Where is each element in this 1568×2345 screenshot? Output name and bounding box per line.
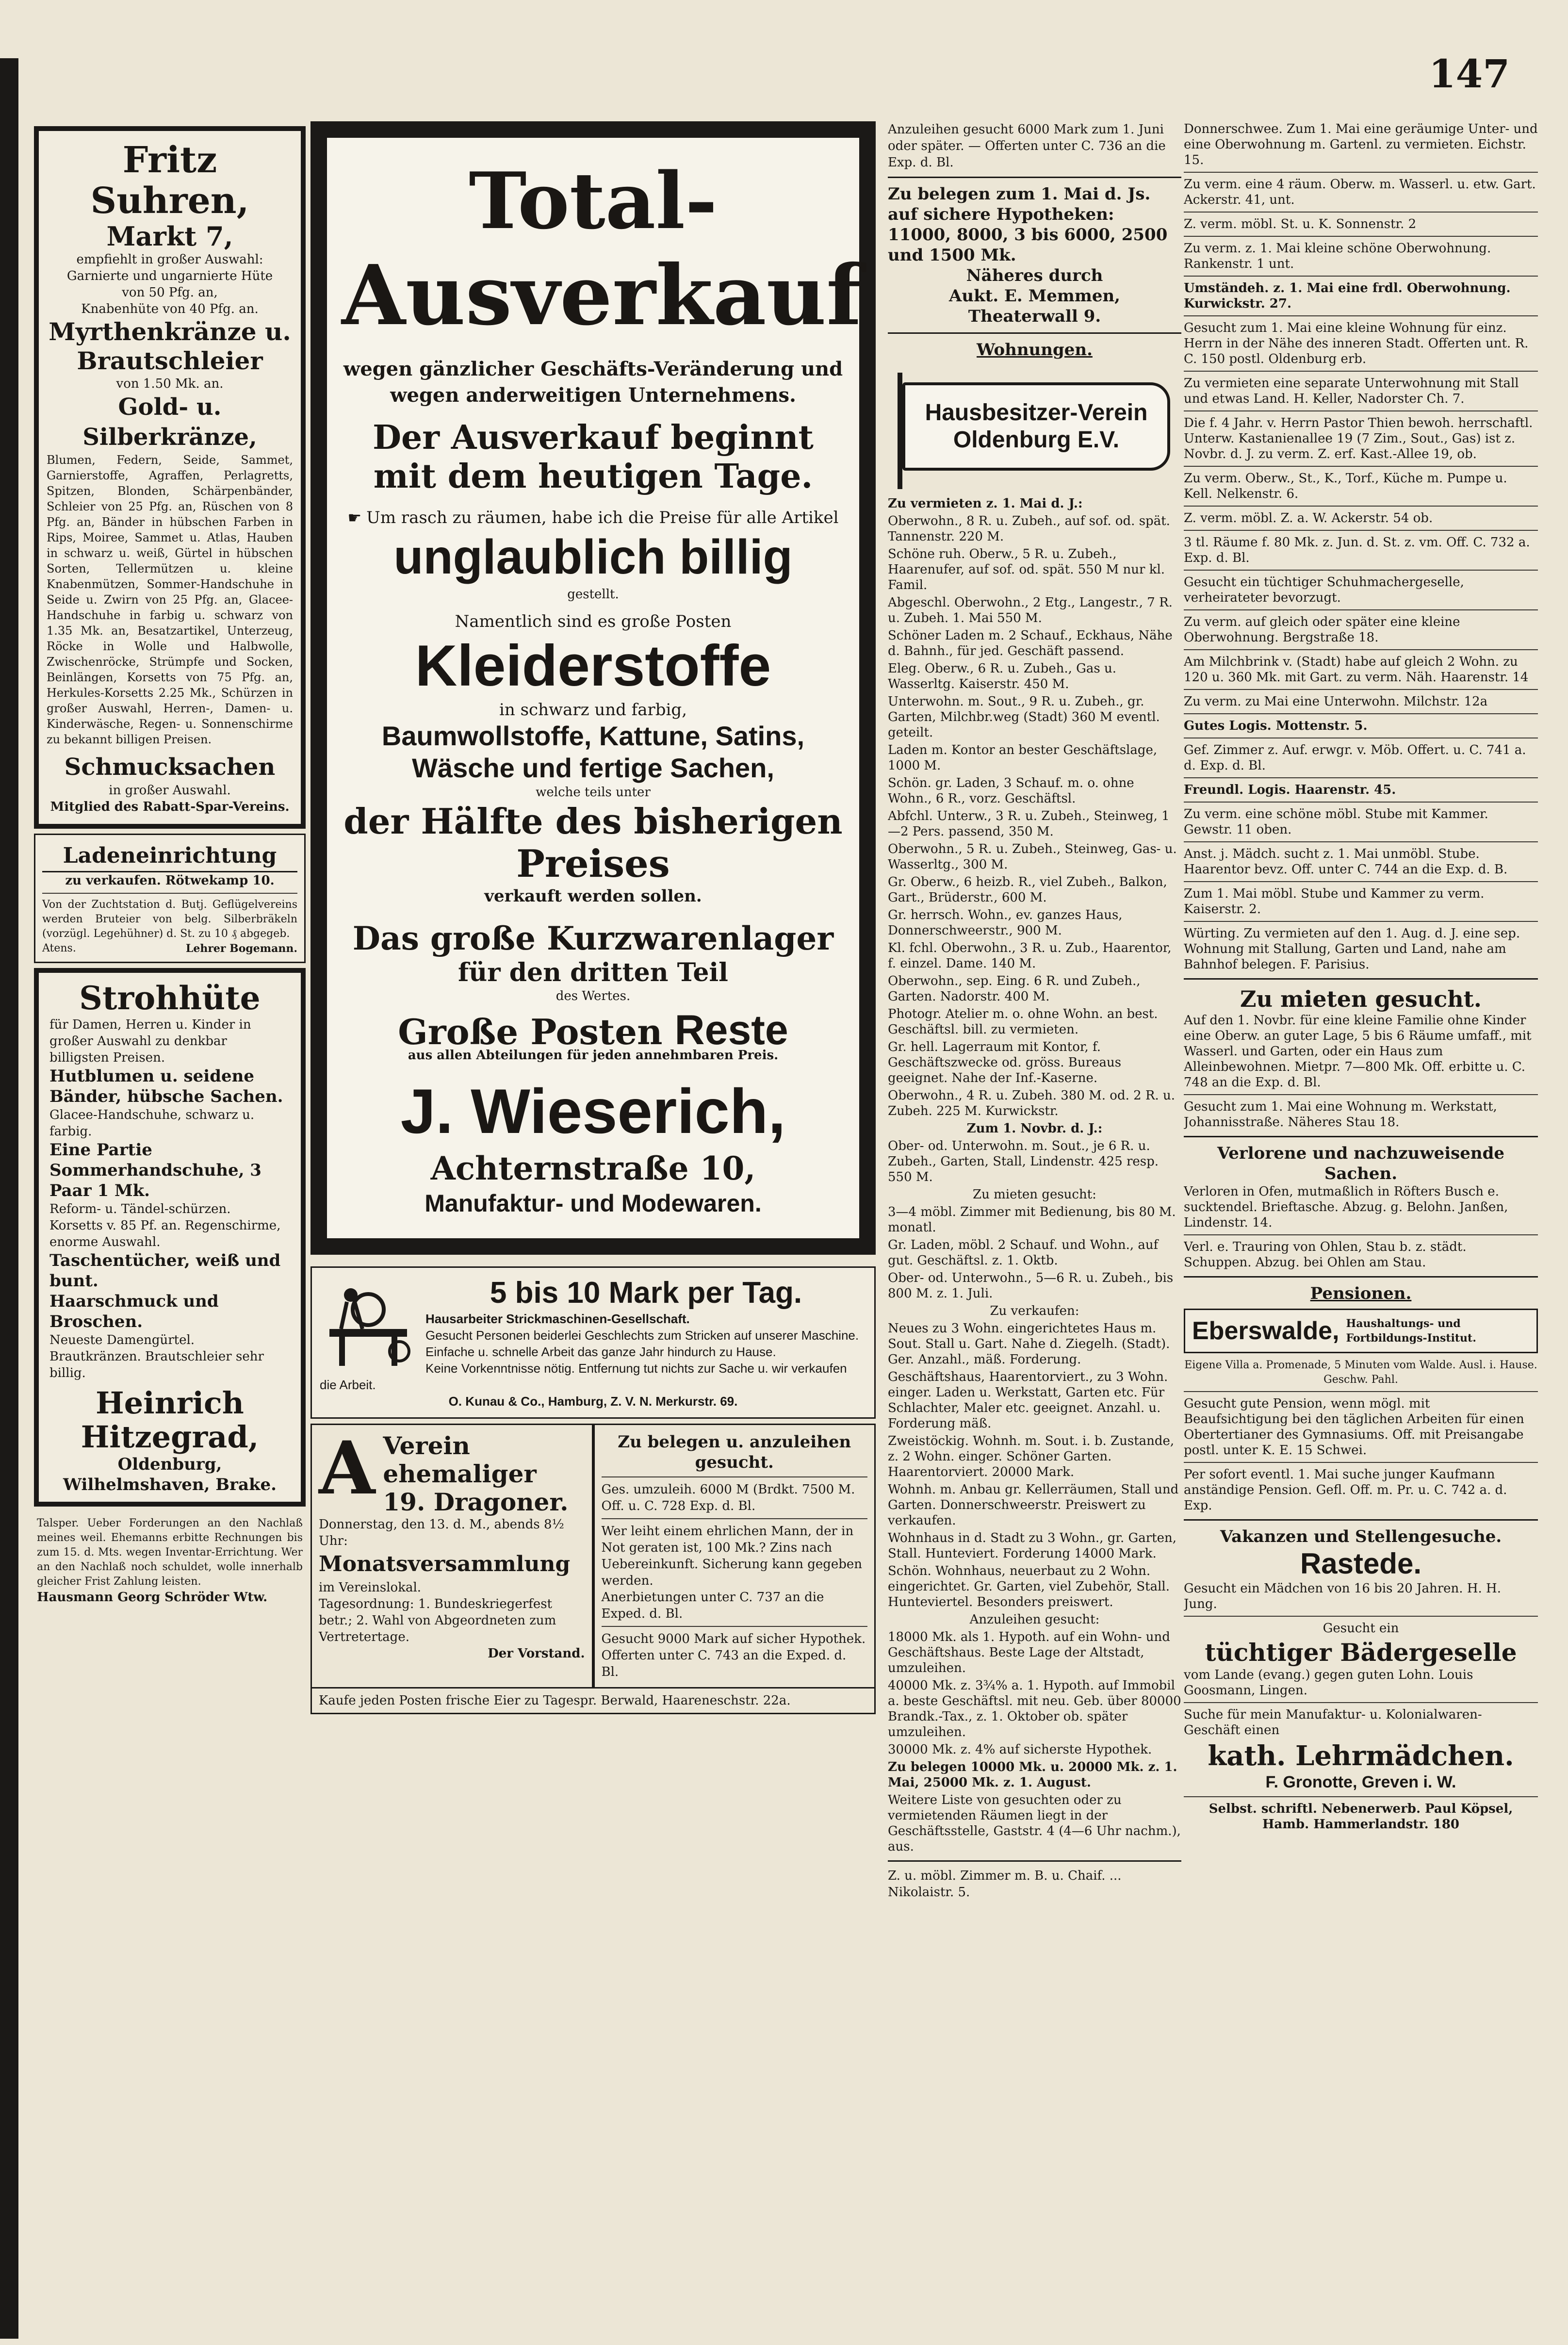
pension-text: Gesucht gute Pension, wenn mögl. mit Beaufsichtigung bei den täglichen Arbeiten für einen Obertertianer des Gymnasiums. Off. mit Preisangabe postl. unter K. E. 15 Schwei. <box>1184 1396 1524 1458</box>
wohnungen-heading: Wohnungen. <box>977 340 1093 360</box>
list-item: Ober- od. Unterwohn. m. Sout., je 6 R. u. Zubeh., Garten, Stall, Lindenstr. 425 resp. 550 M. <box>888 1139 1159 1184</box>
anleihen-text-3: Anerbietungen unter C. 737 an die Exped. d. Bl. <box>601 1590 824 1621</box>
pension-text-2: Per sofort eventl. 1. Mai suche junger Kaufmann anständige Pension. Gefl. Off. m. Pr. u. C. 742 a. d. Exp. <box>1184 1467 1507 1513</box>
total-fabrics-1: Baumwollstoffe, Kattune, Satins, <box>381 721 805 751</box>
flag-cloth <box>902 382 1170 471</box>
suhren-schmuck-sub: in großer Auswahl. <box>109 783 231 798</box>
verloren-title: Verlorene und nachzuweisende Sachen. <box>1217 1144 1505 1183</box>
total-prices <box>342 508 845 528</box>
col4-items <box>1184 121 1538 972</box>
talsper-text: Talsper. Ueber Forderungen an den Nachlaß meines weil. Ehemanns erbitte Rechnungen bis zum 15. d. Mts. wegen Inventar-Errichtung. Wer an den Nachlaß noch schuldet, wolle innerhalb gleicher Frist Zahlung leisten. <box>37 1517 303 1588</box>
strohhuete-ad <box>34 968 306 1507</box>
stroh-name-1: Heinrich <box>96 1385 244 1421</box>
stroh-text-8: Haarschmuck und Broschen. <box>49 1292 219 1331</box>
hypothek-ad <box>888 184 1181 327</box>
vakanz-bottom: Selbst. schriftl. Nebenerwerb. Paul Köpsel, Hamb. Hammerlandstr. 180 <box>1209 1802 1513 1832</box>
hausbesitzer-flag <box>898 373 1181 489</box>
total-reste-2: Reste <box>674 1007 788 1053</box>
baecker-title: tüchtiger Bädergeselle <box>1205 1638 1517 1667</box>
stroh-text-3: Glacee-Handschuhe, schwarz u. farbig. <box>49 1108 255 1139</box>
strick-no-knowledge: Keine Vorkenntnisse nötig. Entfernung tut nichts zur Sache u. wir verkaufen die Arbeit. <box>320 1361 847 1392</box>
list-item: Gr. Laden, möbl. 2 Schauf. und Wohn., auf gut. Geschäftsl. z. 1. Oktb. <box>888 1238 1159 1268</box>
list-item: 3—4 möbl. Zimmer mit Bedienung, bis 80 M. monatl. <box>888 1205 1176 1235</box>
list-item: Zu verm. auf gleich oder später eine kleine Oberwohnung. Bergstraße 18. <box>1184 615 1460 645</box>
list-item: Gef. Zimmer z. Auf. erwgr. v. Möb. Offert. u. C. 741 a. d. Exp. d. Bl. <box>1184 743 1526 773</box>
eier-ad: Kaufe jeden Posten frische Eier zu Tagespr. Berwald, Haareneschstr. 22a. <box>310 1689 876 1714</box>
stroh-text-2: Hutblumen u. seidene Bänder, hübsche Sachen. <box>49 1066 283 1106</box>
flag-text-1: Hausbesitzer-Verein <box>925 400 1148 426</box>
stroh-text-7: Taschentücher, weiß und bunt. <box>49 1251 281 1291</box>
list-item: Eleg. Oberw., 6 R. u. Zubeh., Gas u. Wasserltg. Kaiserstr. 450 M. <box>888 661 1117 691</box>
column-3 <box>888 121 1181 2208</box>
stroh-title: Strohhüte <box>79 979 261 1017</box>
eberswalde-sub: Haushaltungs- und Fortbildungs-Institut. <box>1346 1317 1476 1345</box>
list-item: Neues zu 3 Wohn. eingerichtetes Haus m. Sout. Stall u. Gart. Nahe d. Ziegelh. (Stadt). Ger. Anzahl., mäß. Forderung. <box>888 1321 1170 1367</box>
list-item: Zum 1. Novbr. d. J.: <box>966 1121 1103 1136</box>
list-item: Oberwohn., 8 R. u. Zubeh., auf sof. od. spät. Tannenstr. 220 M. <box>888 514 1170 544</box>
anleihen-ad <box>593 1424 876 1689</box>
list-item: Oberwohn., 5 R. u. Zubeh., Steinweg, Gas- u. Wasserltg., 300 M. <box>888 842 1177 872</box>
column-1 <box>34 121 306 2256</box>
total-inner <box>327 138 862 1238</box>
suhren-gold: Gold- u. Silberkränze, <box>82 394 257 451</box>
suhren-member: Mitglied des Rabatt-Spar-Vereins. <box>50 800 290 814</box>
list-item: Umständeh. z. 1. Mai eine frdl. Oberwohnung. Kurwickstr. 27. <box>1184 281 1511 311</box>
list-item: Abgeschl. Oberwohn., 2 Etg., Langestr., 7 R. u. Zubeh. 1. Mai 550 M. <box>888 595 1173 625</box>
suhren-line: von 50 Pfg. an, <box>122 285 218 300</box>
list-item: Zu verm. Oberw., St., K., Torf., Küche m. Pumpe u. Kell. Nelkenstr. 6. <box>1184 471 1507 501</box>
list-item: Ober- od. Unterwohn., 5—6 R. u. Zubeh., bis 800 M. z. 1. Juli. <box>888 1271 1174 1301</box>
list-item: Laden m. Kontor an bester Geschäftslage, 1000 M. <box>888 743 1158 773</box>
list-item: Geschäftshaus, Haarentorviert., zu 3 Wohn. einger. Laden u. Werkstatt, Garten etc. Für Schlachter, Maler etc. geeignet. Anzahl. u. Forderung mäß. <box>888 1370 1168 1431</box>
suhren-body: Blumen, Federn, Seide, Sammet, Garnierstoffe, Agraffen, Perlagretts, Spitzen, Blonden, Schärpenbänder, Schleier von 25 Pfg. an, Rüschen von 8 Pfg. an, Bänder in hübschen Farben in Rips, Moiree, Sammet u. Atlas, Hauben in schwarz u. weiß, Gürtel in hübschen Sorten, Tellermützen u. kleine Knabenmützen, Sommer-Handschuhe in Seide u. Zwirn von 25 Pfg. an, Glacee-Handschuhe in farbig u. schwarz von 1.35 Mk. an, Besatzartikel, Unterzeug, Röcke in Wolle und Halbwolle, Zwischenröcke, Strümpfe und Socken, Beinlängen, Korsetts von 75 Pfg. an, Herkules-Korsetts 2.25 Mk., Schürzen in großer Auswahl, Herren-, Damen- u. Kinderwäsche, Regen- u. Sonnenschirme zu bekannt billigen Preisen. <box>47 453 293 746</box>
total-gestellt: gestellt. <box>567 587 619 602</box>
list-item: Photogr. Atelier m. o. ohne Wohn. an best. Geschäftsl. bill. zu vermieten. <box>888 1007 1158 1037</box>
strick-headline: 5 bis 10 Mark per Tag. <box>490 1276 802 1310</box>
list-item: Oberwohn., sep. Eing. 6 R. und Zubeh., Garten. Nadorstr. 400 M. <box>888 974 1141 1004</box>
page-number: 147 <box>1429 51 1510 97</box>
total-ausverkauf-ad <box>310 121 876 1255</box>
hypo-title: Zu belegen zum 1. Mai d. Js. auf sichere Hypotheken: 11000, 8000, 3 bis 6000, 2500 und 1500 Mk. <box>888 184 1168 265</box>
list-item: Schön. gr. Laden, 3 Schauf. m. o. ohne Wohn., 6 R., vorz. Geschäftsl. <box>888 776 1134 806</box>
eberswalde-small: Eigene Villa a. Promenade, 5 Minuten vom Walde. Ausl. i. Hause. Geschw. Pahl. <box>1184 1359 1537 1386</box>
suhren-myrthen-price: von 1.50 Mk. an. <box>116 377 224 391</box>
stroh-name-2: Hitzegrad, <box>81 1419 259 1455</box>
list-item: Weitere Liste von gesuchten oder zu vermietenden Räumen liegt in der Geschäftsstelle, Gaststr. 4 (4—6 Uhr nachm.), aus. <box>888 1793 1181 1854</box>
list-item: Anzuleihen gesucht: <box>969 1612 1100 1627</box>
stroh-text-4: Eine Partie Sommerhandschuhe, 3 Paar 1 Mk. <box>49 1140 261 1200</box>
total-prices-text: Um rasch zu räumen, habe ich die Preise für alle Artikel <box>366 508 839 527</box>
verein-place: im Vereinslokal. <box>319 1580 422 1595</box>
rastede-text: Gesucht ein Mädchen von 16 bis 20 Jahren. H. H. Jung. <box>1184 1581 1501 1611</box>
vakanz-section <box>1184 1526 1538 1832</box>
list-item: Schöner Laden m. 2 Schauf., Eckhaus, Nähe d. Bahnh., für jed. Geschäft passend. <box>888 628 1173 658</box>
flag-pole <box>898 373 902 489</box>
total-firm: J. Wieserich, <box>400 1076 786 1147</box>
list-item: Zu vermieten z. 1. Mai d. J.: <box>888 496 1083 511</box>
total-kurz-1: Das große Kurzwarenlager <box>352 919 834 957</box>
vakanz-title: Vakanzen und Stellengesuche. <box>1220 1527 1502 1546</box>
col3-top-ad: Anzuleihen gesucht 6000 Mark zum 1. Juni oder später. — Offerten unter C. 736 an die Exp. d. Bl. <box>888 122 1166 170</box>
eberswalde-ad <box>1184 1309 1538 1353</box>
total-preises: Preises <box>516 842 670 886</box>
verein-title-1: Verein ehemaliger <box>383 1431 537 1488</box>
laden-ad <box>34 834 306 963</box>
mieten-section <box>1184 985 1538 1130</box>
kath-title: kath. Lehrmädchen. <box>1208 1740 1514 1772</box>
list-item: Unterwohn. m. Sout., 9 R. u. Zubeh., gr. Garten, Milchbr.weg (Stadt) 360 M eventl. geteilt. <box>888 694 1160 740</box>
bottom-ads-row <box>310 1424 876 1689</box>
pension-title: Pensionen. <box>1310 1284 1412 1303</box>
list-item: Gr. Oberw., 6 heizb. R., viel Zubeh., Balkon, Gart., Brüderstr., 600 M. <box>888 875 1167 905</box>
list-item: Gesucht zum 1. Mai eine kleine Wohnung für einz. Herrn in der Nähe des inneren Stadt. Offerten unt. R. C. 150 postl. Oldenburg erb. <box>1184 321 1529 366</box>
verloren-text-2: Verl. e. Trauring von Ohlen, Stau b. z. städt. Schuppen. Abzug. bei Ohlen am Stau. <box>1184 1240 1467 1270</box>
flag-text-2: Oldenburg E.V. <box>953 427 1120 453</box>
list-item: Kl. fchl. Oberwohn., 3 R. u. Zub., Haarentor, f. einzel. Dame. 140 M. <box>888 941 1172 971</box>
total-colors: in schwarz und farbig, <box>499 700 687 720</box>
rastede-title: Rastede. <box>1300 1547 1422 1580</box>
baecker-intro: Gesucht ein <box>1323 1621 1399 1636</box>
list-item: 18000 Mk. als 1. Hypoth. auf ein Wohn- und Geschäftshaus. Beste Lage der Altstadt, umzuleihen. <box>888 1630 1170 1675</box>
verloren-section <box>1184 1143 1538 1270</box>
list-item: Die f. 4 Jahr. v. Herrn Pastor Thien bewoh. herrschaftl. Unterw. Kastanienallee 19 (7 Zim., Sout., Gas) ist z. Novbr. d. J. zu verm. Z. erf. Kast.-Allee 19, ob. <box>1184 416 1533 461</box>
suhren-line: Knabenhüte von 40 Pfg. an. <box>81 302 259 316</box>
list-item: Schöne ruh. Oberw., 5 R. u. Zubeh., Haarenufer, auf sof. od. spät. 550 M nur kl. Famil. <box>888 547 1165 592</box>
strick-address: O. Kunau & Co., Hamburg, Z. V. N. Merkurstr. 69. <box>448 1394 738 1409</box>
list-item: Würting. Zu vermieten auf den 1. Aug. d. J. eine sep. Wohnung mit Stallung, Garten und Land, nahe am Bahnhof belegen. F. Parisius. <box>1184 926 1520 972</box>
total-fabrics-2: Wäsche und fertige Sachen, <box>412 753 774 783</box>
list-item: Zu mieten gesucht: <box>973 1187 1096 1202</box>
list-item: Zu verm. eine schöne möbl. Stube mit Kammer. Gewstr. 11 oben. <box>1184 807 1488 837</box>
list-item: Z. verm. möbl. St. u. K. Sonnenstr. 2 <box>1184 217 1417 231</box>
total-cheap: unglaublich billig <box>393 530 793 584</box>
suhren-line: Garnierte und ungarnierte Hüte <box>66 269 273 283</box>
laden-line: zu verkaufen. Rötwekamp 10. <box>65 873 275 888</box>
total-street: Achternstraße 10, <box>430 1149 756 1187</box>
total-reste-sub: aus allen Abteilungen für jeden annehmbaren Preis. <box>408 1048 779 1063</box>
laden-signature <box>42 941 297 956</box>
total-welche: welche teils unter <box>536 785 651 800</box>
total-verkauft: verkauft werden sollen. <box>484 886 702 906</box>
total-reste <box>342 1007 845 1053</box>
verein-title-2: 19. Dragoner. <box>383 1488 569 1516</box>
list-item: Gesucht ein tüchtiger Schuhmachergeselle, verheirateter bevorzugt. <box>1184 575 1464 605</box>
list-item: Am Milchbrink v. (Stadt) habe auf gleich 2 Wohn. zu 120 u. 360 Mk. mit Gart. zu verm. Näh. Haarenstr. 14 <box>1184 655 1529 685</box>
strick-wanted: Gesucht Personen beiderlei Geschlechts zum Stricken auf unserer Maschine. Einfache u. schnelle Arbeit das ganze Jahr hindurch zu Hause. <box>425 1328 859 1359</box>
talsper-notice <box>34 1511 306 1610</box>
total-title-1: Total- <box>469 155 718 246</box>
list-item: Gutes Logis. Mottenstr. 5. <box>1184 719 1368 733</box>
mieten-text-2: Gesucht zum 1. Mai eine Wohnung m. Werkstatt, Johannisstraße. Näheres Stau 18. <box>1184 1099 1497 1130</box>
column-4 <box>1184 121 1538 2208</box>
list-item: Wohnh. m. Anbau gr. Kellerräumen, Stall und Garten. Donnerschweerstr. Preiswert zu verkaufen. <box>888 1482 1179 1528</box>
baecker-text: vom Lande (evang.) gegen guten Lohn. Louis Goosmann, Lingen. <box>1184 1668 1473 1698</box>
anleihen-text-2: Wer leiht einem ehrlichen Mann, der in Not geraten ist, 100 Mk.? Zins nach Uebereinkunft. Sicherung kann gegeben werden. <box>601 1524 863 1588</box>
list-item: Zu verm. zu Mai eine Unterwohn. Milchstr. 12a <box>1184 694 1488 709</box>
stroh-text-1: für Damen, Herren u. Kinder in großer Auswahl zu denkbar billigsten Preisen. <box>49 1017 251 1065</box>
knitting-machine-icon <box>320 1276 417 1368</box>
total-kurz-2: für den dritten Teil <box>458 958 728 987</box>
stroh-text-6: Korsetts v. 85 Pf. an. Regenschirme, enorme Auswahl. <box>49 1218 281 1249</box>
anleihen-title: Zu belegen u. anzuleihen gesucht. <box>618 1432 851 1472</box>
stroh-places: Oldenburg, Wilhelmshaven, Brake. <box>63 1455 277 1494</box>
stroh-text-9: Neueste Damengürtel. Brautkränzen. Brautschleier sehr billig. <box>49 1333 264 1380</box>
list-item: Zu verm. eine 4 räum. Oberw. m. Wasserl. u. etw. Gart. Ackerstr. 41, unt. <box>1184 177 1536 207</box>
list-item: Zu verm. z. 1. Mai kleine schöne Oberwohnung. Rankenstr. 1 unt. <box>1184 241 1491 271</box>
total-kleider: Kleiderstoffe <box>415 633 771 698</box>
list-item: 3 tl. Räume f. 80 Mk. z. Jun. d. St. z. vm. Off. C. 732 a. Exp. d. Bl. <box>1184 535 1530 565</box>
talsper-sig: Hausmann Georg Schröder Wtw. <box>37 1590 268 1605</box>
verein-initial: A <box>319 1426 376 1511</box>
total-half: der Hälfte des bisherigen <box>343 801 843 842</box>
list-item: Zweistöckig. Wohnh. m. Sout. i. b. Zustande, z. 2 Wohn. einger. Schöner Garten. Haarentorviert. 20000 Mark. <box>888 1434 1175 1479</box>
gronotte: F. Gronotte, Greven i. W. <box>1265 1773 1456 1791</box>
list-item: 30000 Mk. z. 4% auf sicherste Hypothek. <box>888 1742 1152 1757</box>
verein-date: Donnerstag, den 13. d. M., abends 8½ Uhr: <box>319 1517 564 1548</box>
verein-meeting: Monatsversammlung <box>319 1552 571 1576</box>
total-sub: wegen gänzlicher Geschäfts-Veränderung und wegen anderweitigen Unternehmens. <box>343 358 843 407</box>
list-item: Abfchl. Unterw., 3 R. u. Zubeh., Steinweg, 1—2 Pers. passend, 350 M. <box>888 809 1170 839</box>
stroh-text-5: Reform- u. Tändel-schürzen. <box>49 1202 231 1216</box>
list-item: Gr. hell. Lagerraum mit Kontor, f. Geschäftszwecke od. gröss. Bureaus geeignet. Nahe der Inf.-Kaserne. <box>888 1040 1122 1085</box>
column-2 <box>310 121 876 2125</box>
mieten-title: Zu mieten gesucht. <box>1240 986 1482 1012</box>
total-begins: Der Ausverkauf beginnt mit dem heutigen Tage. <box>373 418 814 496</box>
list-item: Anst. j. Mädch. sucht z. 1. Mai unmöbl. Stube. Haarentor bevz. Off. unter C. 744 an die Exp. d. B. <box>1184 847 1508 877</box>
verein-ad <box>310 1424 593 1689</box>
laden-sig-right: Lehrer Bogemann. <box>185 942 297 955</box>
suhren-myrthen: Myrthenkränze u. Brautschleier <box>49 317 291 375</box>
suhren-ad <box>34 126 306 829</box>
list-item: Zu verkaufen: <box>990 1304 1079 1318</box>
total-reste-1: Große Posten <box>398 1011 663 1052</box>
suhren-name: Fritz Suhren, <box>90 139 249 222</box>
list-item: Freundl. Logis. Haarenstr. 45. <box>1184 783 1396 797</box>
suhren-line: empfiehlt in großer Auswahl: <box>76 252 263 267</box>
list-item: Zum 1. Mai möbl. Stube und Kammer zu verm. Kaiserstr. 2. <box>1184 886 1485 917</box>
anleihen-text-4: Gesucht 9000 Mark auf sicher Hypothek. Offerten unter C. 743 an die Exped. d. Bl. <box>601 1632 866 1679</box>
binding-spine <box>0 58 18 2339</box>
laden-sig-left: Atens. <box>42 942 76 954</box>
suhren-address: Markt 7, <box>106 221 233 252</box>
verein-agenda: Tagesordnung: 1. Bundeskriegerfest betr.; 2. Wahl von Abgeordneten zum Vertretertage. <box>319 1597 556 1644</box>
laden-text: Von der Zuchtstation d. Butj. Geflügelvereins werden Bruteier von belg. Silberbräkeln (vorzügl. Legehühner) d. St. zu 10 ₰ abgegeb. <box>42 899 297 940</box>
verloren-text: Verloren in Ofen, mutmaßlich in Röfters Busch e. sucktendel. Brieftasche. Abzug. g. Belohn. Janßen, Lindenstr. 14. <box>1184 1184 1508 1230</box>
list-item: Zu belegen 10000 Mk. u. 20000 Mk. z. 1. Mai, 25000 Mk. z. 1. August. <box>888 1760 1177 1790</box>
wohnungen-list <box>888 496 1181 1854</box>
list-item: Z. verm. möbl. Z. a. W. Ackerstr. 54 ob. <box>1184 511 1433 525</box>
list-item: Zu vermieten eine separate Unterwohnung mit Stall und etwas Land. H. Keller, Nadorster Ch. 7. <box>1184 376 1519 406</box>
list-item: 40000 Mk. z. 3¾% a. 1. Hypoth. auf Immobil a. beste Geschäftsl. mit neu. Geb. über 80000 Brandk.-Tax., z. 1. Oktober ob. später umzuleihen. <box>888 1678 1181 1739</box>
pension-section <box>1184 1283 1538 1513</box>
kath-intro: Suche für mein Manufaktur- u. Kolonialwaren-Geschäft einen <box>1184 1707 1482 1738</box>
laden-title: Ladeneinrichtung <box>42 841 297 872</box>
list-item: Schön. Wohnhaus, neuerbaut zu 2 Wohn. eingerichtet. Gr. Garten, viel Zubehör, Stall. Hunteviertel. Besonders preiswert. <box>888 1564 1170 1609</box>
verein-board: Der Vorstand. <box>488 1646 585 1661</box>
hypo-more: Näheres durch <box>966 266 1103 285</box>
total-kurz-3: des Wertes. <box>555 989 631 1003</box>
list-item: Gr. herrsch. Wohn., ev. ganzes Haus, Donnerschweerstr., 900 M. <box>888 908 1123 938</box>
hypo-auct: Aukt. E. Memmen, <box>948 286 1121 306</box>
total-title-2: Ausverkauf <box>342 247 862 344</box>
anleihen-text-1: Ges. umzuleih. 6000 M (Brdkt. 7500 M. Off. u. C. 728 Exp. d. Bl. <box>601 1482 855 1513</box>
suhren-lines <box>47 251 293 317</box>
list-item: Oberwohn., 4 R. u. Zubeh. 380 M. od. 2 R. u. Zubeh. 225 M. Kurwickstr. <box>888 1088 1176 1118</box>
list-item: Wohnhaus in d. Stadt zu 3 Wohn., gr. Garten, Stall. Hunteviert. Forderung 14000 Mark. <box>888 1531 1177 1561</box>
total-namely: Namentlich sind es große Posten <box>455 612 732 631</box>
strick-ad <box>310 1266 876 1419</box>
hypo-addr: Theaterwall 9. <box>968 307 1101 326</box>
list-item: Donnerschwee. Zum 1. Mai eine geräumige Unter- und eine Oberwohnung m. Gartenl. zu vermieten. Eichstr. 15. <box>1184 122 1538 167</box>
mieten-text: Auf den 1. Novbr. für eine kleine Familie ohne Kinder eine Oberw. an guter Lage, 5 bis 6 Räume umfaff., mit Wasserl. und Garten, oder ein Haus zum Alleinbewohnen. Mietpr. 7—800 Mk. Off. erbitte u. C. 748 an die Exp. d. Bl. <box>1184 1013 1532 1090</box>
total-trade: Manufaktur- und Modewaren. <box>425 1190 762 1217</box>
col3-bottom: Z. u. möbl. Zimmer m. B. u. Chaif. ... Nikolaistr. 5. <box>888 1869 1122 1900</box>
eberswalde-name: Eberswalde, <box>1192 1317 1339 1345</box>
pointing-hand-icon: ☛ <box>347 508 362 527</box>
suhren-schmuck: Schmucksachen <box>64 754 276 781</box>
strick-company: Hausarbeiter Strickmaschinen-Gesellschaft. <box>425 1312 690 1326</box>
